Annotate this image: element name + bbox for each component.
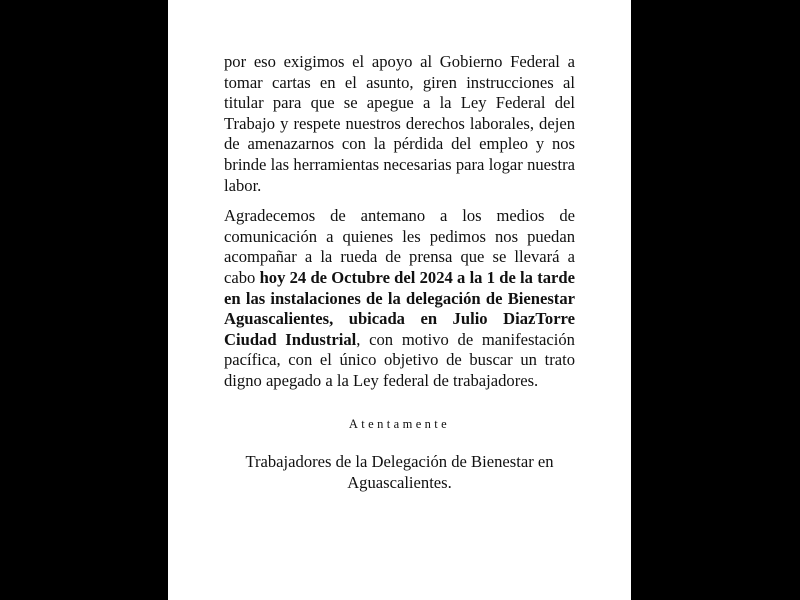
document-page — [168, 0, 631, 600]
paragraph-press-invitation — [224, 206, 575, 391]
press-invitation-outro: , con motivo de manifestación pacífica, con el único objetivo de buscar un trato digno apegado a la Ley federal de trabajadores. — [224, 329, 575, 390]
signature-block: Trabajadores de la Delegación de Bienestar en Aguascalientes. — [245, 452, 554, 492]
document-body — [224, 52, 575, 493]
press-invitation-intro: Agradecemos de antemano a los medios de comunicación a quienes les pedimos nos puedan acompañar a la rueda de prensa que se llevará a cabo — [224, 206, 575, 287]
press-conference-details: hoy 24 de Octubre del 2024 a la 1 de la tarde en las instalaciones de la delegación de Bienestar Aguascalientes, ubicada en Julio DiazTorre Ciudad Industrial — [224, 267, 575, 349]
paragraph-demands: por eso exigimos el apoyo al Gobierno Federal a tomar cartas en el asunto, giren instrucciones al titular para que se apegue a la Ley Federal del Trabajo y respete nuestros derechos laborales, dejen de amenazarnos con la pérdida del empleo y nos brinde las herramientas necesarias para logar nuestra labor. — [224, 52, 575, 195]
closing-salutation: Atentamente — [348, 416, 451, 431]
